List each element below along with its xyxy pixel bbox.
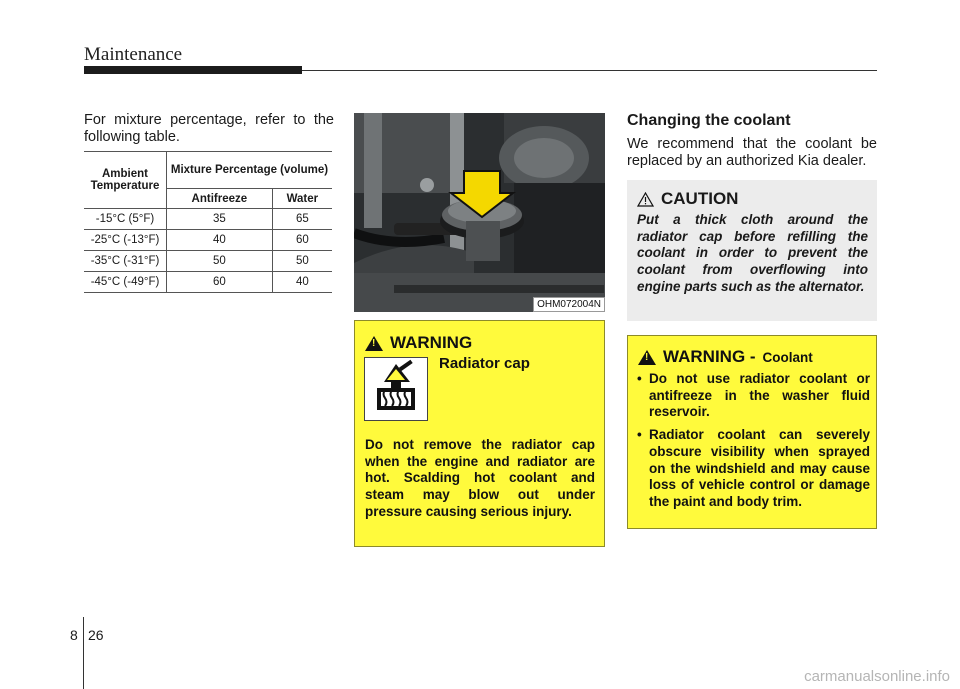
caution-box — [627, 180, 877, 321]
warning-triangle-icon — [638, 350, 656, 365]
warning-coolant-box — [627, 335, 877, 529]
caution-triangle-icon — [637, 192, 654, 207]
changing-coolant-heading: Changing the coolant — [627, 112, 791, 129]
intro-text: For mixture percentage, refer to the following table. — [84, 112, 334, 145]
cell-antifreeze: 60 — [167, 272, 273, 293]
warning-title-row — [638, 347, 813, 367]
warning-subtitle: Radiator cap — [439, 355, 530, 372]
warning-title: WARNING - — [663, 347, 756, 366]
cell-water: 65 — [272, 209, 332, 230]
watermark: carmanualsonline.info — [804, 668, 950, 685]
caution-text: Put a thick cloth around the radiator cap before refilling the coolant in order to prevent the coolant from overflowing into engine parts such as the alternator. — [637, 212, 868, 294]
photo-code-label: OHM072004N — [533, 297, 605, 312]
caution-title-row — [637, 189, 738, 209]
header-rule — [302, 70, 877, 71]
warning-triangle-icon — [365, 336, 383, 351]
table-row — [84, 272, 332, 293]
chapter-number: 8 — [70, 627, 78, 643]
changing-coolant-text: We recommend that the coolant be replaced by an authorized Kia dealer. — [627, 136, 877, 169]
caution-title: CAUTION — [661, 189, 739, 208]
table-row — [84, 209, 332, 230]
table-row — [84, 251, 332, 272]
warning-radiator-cap-box — [354, 320, 605, 547]
cell-water: 50 — [272, 251, 332, 272]
warning-title: WARNING — [390, 333, 473, 352]
col-antifreeze: Antifreeze — [167, 189, 273, 209]
warning-radiator-text: Do not remove the radiator cap when the engine and radiator are hot. Scalding hot coolant and steam may blow out under pressure causing serious injury. — [365, 437, 595, 519]
radiator-cap-illustration — [354, 113, 605, 312]
mixture-table — [84, 151, 332, 293]
cell-temperature: -25°C (-13°F) — [84, 230, 167, 251]
cell-water: 60 — [272, 230, 332, 251]
cell-antifreeze: 50 — [167, 251, 273, 272]
cell-temperature: -15°C (5°F) — [84, 209, 167, 230]
warning-coolant-list — [636, 371, 870, 517]
col-water: Water — [272, 189, 332, 209]
footer-divider — [83, 617, 84, 689]
hot-radiator-icon — [364, 357, 428, 421]
cell-water: 40 — [272, 272, 332, 293]
page-number: 26 — [88, 627, 104, 643]
cell-antifreeze: 35 — [167, 209, 273, 230]
cell-antifreeze: 40 — [167, 230, 273, 251]
table-row — [84, 230, 332, 251]
list-item: • Radiator coolant can severely obscure visibility when sprayed on the windshield and may cause loss of vehicle control or damage the paint and body trim. — [636, 427, 870, 511]
col-mixture-percentage: Mixture Percentage (volume) — [167, 152, 333, 189]
engine-bay-photo — [354, 113, 605, 312]
warning-subtitle: Coolant — [762, 349, 813, 365]
section-title: Maintenance — [84, 44, 183, 65]
warning-title-row — [365, 333, 472, 353]
cell-temperature: -45°C (-49°F) — [84, 272, 167, 293]
header-bar — [84, 66, 302, 74]
list-item: • Do not use radiator coolant or antifreeze in the washer fluid reservoir. — [636, 371, 870, 421]
cell-temperature: -35°C (-31°F) — [84, 251, 167, 272]
col-ambient-temperature: Ambient Temperature — [84, 152, 167, 209]
